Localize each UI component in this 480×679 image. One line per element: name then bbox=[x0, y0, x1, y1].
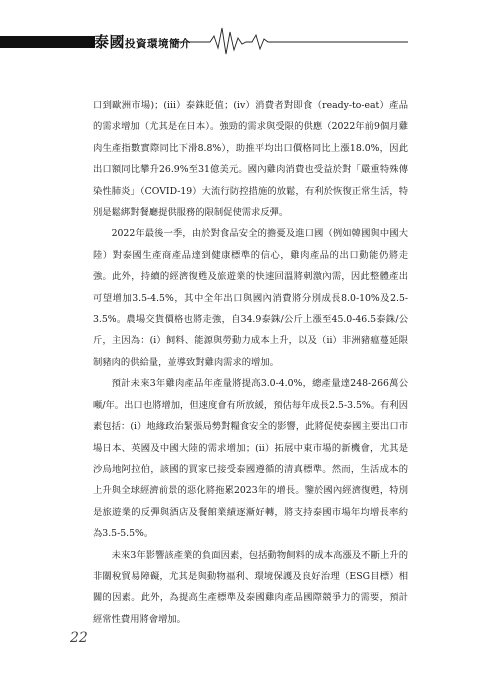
page-header bbox=[0, 0, 480, 70]
header-title-country: 泰國 bbox=[94, 33, 126, 51]
paragraph-4: 未來3年影響該產業的負面因素，包括動物飼料的成本高漲及不斷上升的非關稅貿易障礙，尤其是與動物福利、環境保護及良好治理（ESG目標）相關的因素。此外，為提高生產標準及泰國雞肉產品國際競爭力的需要，預計經常性費用將會增加。 bbox=[93, 549, 408, 625]
page-number: 22 bbox=[70, 630, 88, 646]
paragraph-3: 預計未來3年雞肉產品年產量將提高3.0-4.0%，總產量達248-266萬公噸/年。出口也將增加，但速度會有所放緩，預估每年成長2.5-3.5%。有利因素包括：(i）地緣政治緊張局勢對糧食安全的影響，此將促使泰國主要出口市場日本、英國及中國大陸的需求增加；(ii）拓展中東市場的新機會，尤其是沙烏地阿拉伯，該國的買家已接受泰國遵循的清真標準。然而，生活成本的上升與全球經濟前景的惡化將拖累2023年的增長。鑒於國內經濟復甦，特別是旅遊業的反彈與酒店及餐館業績逐漸好轉，將支持泰國市場年均增長率約為3.5-5.5%。 bbox=[93, 378, 408, 540]
header-title-subtitle: 投資環境簡介 bbox=[125, 38, 192, 50]
article-body bbox=[93, 95, 408, 630]
heartbeat-line-icon bbox=[0, 20, 480, 60]
paragraph-1: 口到歐洲市場)；(iii）泰銖貶值；(iv）消費者對即食（ready-to-eat）產品的需求增加（尤其是在日本）。強勁的需求與受限的供應（2022年前9個月雞肉生產指數實際同比下滑8.8%），助推平均出口價格同比上漲18.0%，因此出口額同比攀升26.9%至31億美元。國內雞肉消費也受益於對「嚴重特殊傳染性肺炎」（COVID-19）大流行防控措施的放鬆，有利於恢復正常生活，特別是鬆綁對餐廳提供服務的限制促使需求反彈。 bbox=[93, 100, 408, 219]
paragraph-2: 2022年最後一季，由於對食品安全的擔憂及進口國（例如韓國與中國大陸）對泰國生產商產品達到健康標準的信心，雞肉產品的出口動能仍將走強。此外，持續的經濟復甦及旅遊業的快速回溫將刺激內需，因此整體產出可望增加3.5-4.5%，其中全年出口與國內消費將分別成長8.0-10%及2.5-3.5%。農場交貨價格也將走強，自34.9泰銖/公斤上漲至45.0-46.5泰銖/公斤，主因為：(i）飼料、能源與勞動力成本上升，以及（ii）非洲豬瘟蔓延限制豬肉的供給量，並導致對雞肉需求的增加。 bbox=[93, 228, 408, 368]
